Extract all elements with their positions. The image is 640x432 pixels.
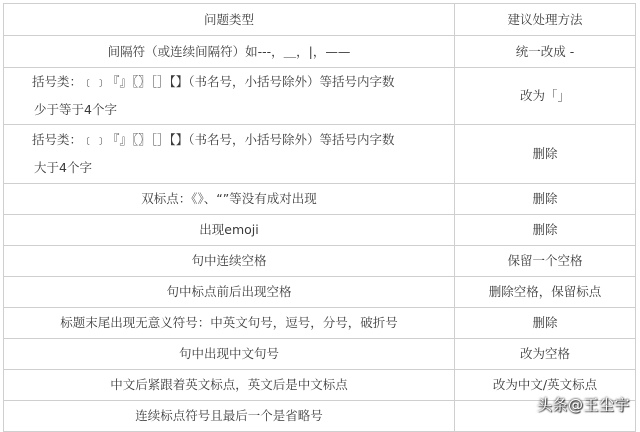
table-row [4, 68, 636, 125]
table-row [4, 277, 636, 308]
problem-line-1: 括号类：﹝﹞『』〖〗［］【】（书名号，小括号除外）等括号内字数 [32, 132, 395, 147]
method-cell: 改为中文/英文标点 [455, 370, 636, 401]
problem-cell: 间隔符（或连续间隔符）如---，＿，|，—— [4, 36, 455, 68]
problem-line-2: 少于等于4个字 [34, 102, 117, 117]
table-row [4, 184, 636, 215]
table-row [4, 36, 636, 68]
problem-line-2: 大于4个字 [34, 160, 92, 175]
problem-cell: 句中标点前后出现空格 [4, 277, 455, 308]
problem-cell: 出现emoji [4, 215, 455, 246]
method-cell: 删除空格，保留标点 [455, 277, 636, 308]
problem-cell: 标题末尾出现无意义符号：中英文句号，逗号，分号，破折号 [4, 308, 455, 339]
table-row [4, 246, 636, 277]
table-row [4, 339, 636, 370]
problem-cell [4, 68, 455, 125]
problem-cell [4, 125, 455, 184]
problem-cell: 连续标点符号且最后一个是省略号 [4, 401, 455, 432]
problem-line-1: 括号类：﹝﹞『』〖〗［］【】（书名号，小括号除外）等括号内字数 [32, 74, 395, 89]
problem-cell: 双标点：《》、“”等没有成对出现 [4, 184, 455, 215]
method-cell: 删除 [455, 184, 636, 215]
table-row [4, 215, 636, 246]
method-cell: 改为空格 [455, 339, 636, 370]
method-cell: 改为「」 [455, 68, 636, 125]
table-row [4, 125, 636, 184]
table-row [4, 308, 636, 339]
method-cell: 保留一个空格 [455, 246, 636, 277]
table-header-row [4, 4, 636, 36]
method-cell: 统一改成 - [455, 36, 636, 68]
method-cell: 删除 [455, 125, 636, 184]
watermark: 头条@王尘宇 [536, 396, 630, 414]
rules-table [3, 3, 636, 432]
method-cell: 删除 [455, 215, 636, 246]
problem-cell: 句中出现中文句号 [4, 339, 455, 370]
method-cell: 删除 [455, 308, 636, 339]
problem-cell: 中文后紧跟着英文标点，英文后是中文标点 [4, 370, 455, 401]
header-problem-type: 问题类型 [4, 4, 455, 36]
problem-cell: 句中连续空格 [4, 246, 455, 277]
header-suggested-method: 建议处理方法 [455, 4, 636, 36]
